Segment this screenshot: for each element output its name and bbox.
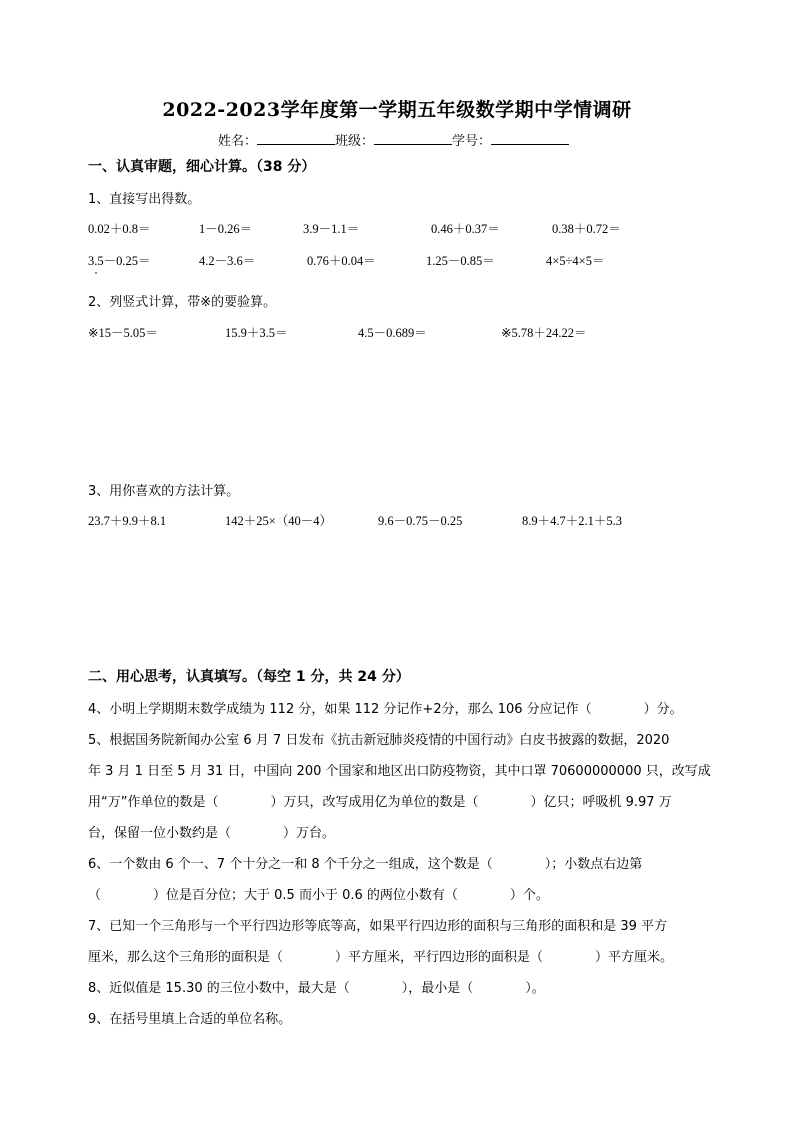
q6-line-2: （ ）位是百分位；大于 0.5 而小于 0.6 的两位小数有（ ）个。	[88, 888, 549, 903]
q1-exercise: 0.46＋0.37＝	[431, 222, 500, 236]
student-id-blank[interactable]	[491, 132, 569, 145]
q1-exercise: 4×5÷4×5＝	[546, 254, 605, 268]
q5-line-2: 年 3 月 1 日至 5 月 31 日，中国向 200 个国家和地区出口防疫物资，其中口罩 70600000000 只，改写成	[88, 764, 711, 779]
q1-exercise: 3.5－0.25＝	[88, 254, 151, 268]
q3-prompt: 3、用你喜欢的方法计算。	[88, 484, 240, 499]
q1-exercise: 0.76＋0.04＝	[307, 254, 376, 268]
q7-line-2: 厘米，那么这个三角形的面积是（ ）平方厘米，平行四边形的面积是（ ）平方厘米。	[88, 950, 674, 965]
q1-exercise: 4.2－3.6＝	[199, 254, 256, 268]
student-info-line	[218, 130, 569, 149]
q1-prompt: 1、直接写出得数。	[88, 192, 201, 207]
q5-line-4: 台，保留一位小数约是（ ）万台。	[88, 826, 336, 841]
class-blank[interactable]	[374, 132, 452, 145]
q8-line: 8、近似值是 15.30 的三位小数中，最大是（ ），最小是（ ）。	[88, 981, 545, 996]
q2-exercise: ※5.78＋24.22＝	[501, 326, 587, 340]
section-1-heading: 一、认真审题，细心计算。（38 分）	[88, 159, 316, 175]
q7-line-1: 7、已知一个三角形与一个平行四边形等底等高，如果平行四边形的面积与三角形的面积和是 39 平方	[88, 919, 668, 934]
q4-line: 4、小明上学期期末数学成绩为 112 分，如果 112 分记作+2分，那么 106 分应记作（ ）分。	[88, 702, 683, 717]
q3-exercise: 9.6－0.75－0.25	[378, 514, 463, 528]
q2-prompt: 2、列竖式计算，带※的要验算。	[88, 295, 277, 310]
q2-exercise: ※15－5.05＝	[88, 326, 158, 340]
class-label: 班级：	[335, 134, 375, 149]
q1-exercise: 1－0.26＝	[199, 222, 253, 236]
q6-line-1: 6、一个数由 6 个一、7 个十分之一和 8 个千分之一组成，这个数是（ ）；小数点右边第	[88, 857, 643, 872]
q9-line: 9、在括号里填上合适的单位名称。	[88, 1012, 292, 1027]
q2-exercise: 15.9＋3.5＝	[225, 326, 288, 340]
name-blank[interactable]	[257, 132, 335, 145]
section-2-heading: 二、用心思考，认真填写。（每空 1 分，共 24 分）	[88, 669, 410, 685]
stray-mark	[95, 272, 97, 274]
section-2-content	[88, 694, 711, 1035]
page-title: 2022-2023学年度第一学期五年级数学期中学情调研	[162, 99, 632, 121]
student-id-label: 学号：	[452, 134, 492, 149]
q1-exercise: 0.38＋0.72＝	[552, 222, 621, 236]
q1-exercise: 3.9－1.1＝	[303, 222, 360, 236]
q1-exercise: 0.02＋0.8＝	[88, 222, 151, 236]
q5-line-1: 5、根据国务院新闻办公室 6 月 7 日发布《抗击新冠肺炎疫情的中国行动》白皮书披露的数据，2020	[88, 733, 670, 748]
q5-line-3: 用“万”作单位的数是（ ）万只，改写成用亿为单位的数是（ ）亿只；呼吸机 9.97 万	[88, 795, 672, 810]
q3-exercise: 142＋25×（40－4）	[225, 514, 333, 528]
name-label: 姓名：	[218, 134, 258, 149]
q3-exercise: 23.7＋9.9＋8.1	[88, 514, 167, 528]
q3-exercise: 8.9＋4.7＋2.1＋5.3	[522, 514, 623, 528]
q2-exercise: 4.5－0.689＝	[358, 326, 427, 340]
q1-exercise: 1.25－0.85＝	[426, 254, 495, 268]
